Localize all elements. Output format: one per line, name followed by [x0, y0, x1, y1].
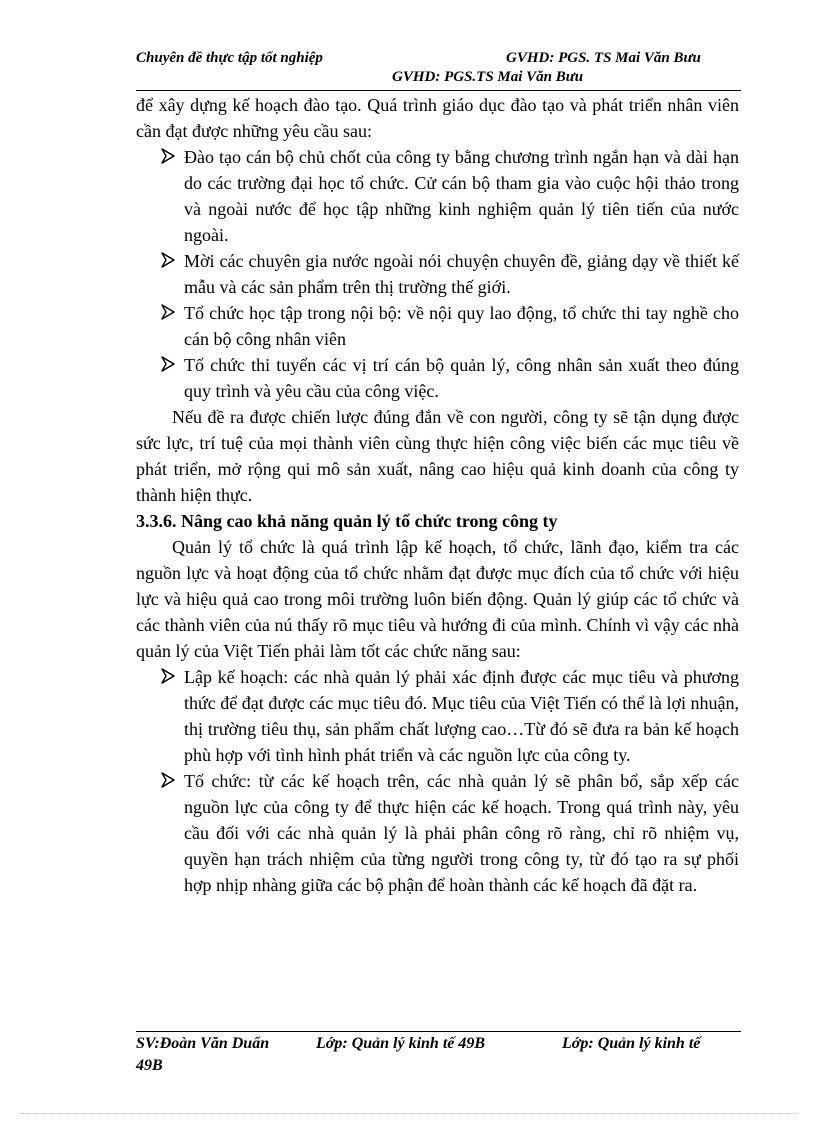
- list-item-text: Tổ chức thi tuyển các vị trí cán bộ quản lý, công nhân sản xuất theo đúng quy trình và yêu cầu của công việc.: [184, 355, 739, 401]
- header-rule: [136, 90, 741, 91]
- page-edge-dotted-line: [20, 1113, 796, 1114]
- arrow-bullet-icon: [160, 667, 176, 685]
- list-item: [136, 248, 739, 300]
- arrow-bullet-icon: [160, 303, 176, 321]
- footer-student: SV:Đoàn Văn Duẩn: [136, 1035, 270, 1052]
- arrow-bullet-icon: [160, 355, 176, 373]
- list-item: [136, 352, 739, 404]
- footer-class-continuation: 49B: [136, 1057, 163, 1074]
- footer-class-repeat: Lớp: Quản lý kinh tế: [562, 1035, 701, 1052]
- paragraph-strategy: Nếu đề ra được chiến lược đúng đắn về con người, công ty sẽ tận dụng được sức lực, trí tuệ của mọi thành viên cùng thực hiện công việc biến các mục tiêu về phát triển, mở rộng qui mô sản xuất, nâng cao hiệu quả kinh doanh của công ty thành hiện thực.: [136, 407, 739, 505]
- list-item: [136, 664, 739, 768]
- page-body: [136, 92, 739, 898]
- footer-rule: [136, 1031, 741, 1032]
- footer-class: Lớp: Quản lý kinh tế 49B: [316, 1035, 486, 1052]
- paragraph-intro: để xây dựng kế hoạch đào tạo. Quá trình giáo dục đào tạo và phát triển nhân viên cần đạt được những yêu cầu sau:: [136, 95, 739, 141]
- list-item-text: Mời các chuyên gia nước ngoài nói chuyện chuyên đề, giảng dạy về thiết kế mẫu và các sản phẩm trên thị trường thế giới.: [184, 251, 739, 297]
- arrow-bullet-icon: [160, 147, 176, 165]
- header-title: Chuyên đề thực tập tốt nghiệp: [136, 50, 323, 66]
- list-item: [136, 768, 739, 898]
- arrow-bullet-icon: [160, 251, 176, 269]
- header-supervisor-repeat: GVHD: PGS.TS Mai Văn Bưu: [392, 69, 584, 85]
- list-item-text: Lập kế hoạch: các nhà quản lý phải xác định được các mục tiêu và phương thức để đạt được các mục tiêu đó. Mục tiêu của Việt Tiến có thể là lợi nhuận, thị trường tiêu thụ, sản phẩm chất lượng cao…Từ đó sẽ đưa ra bản kế hoạch phù hợp với tình hình phát triển và các nguồn lực của công ty.: [184, 667, 739, 765]
- list-item: [136, 300, 739, 352]
- arrow-bullet-icon: [160, 771, 176, 789]
- list-item-text: Tổ chức: từ các kế hoạch trên, các nhà quản lý sẽ phân bổ, sắp xếp các nguồn lực của công ty để thực hiện các kế hoạch. Trong quá trình này, yêu cầu đối với các nhà quản lý là phải phân công rõ ràng, chỉ rõ nhiệm vụ, quyền hạn trách nhiệm của từng người trong công ty, từ đó tạo ra sự phối hợp nhịp nhàng giữa các bộ phận để hoàn thành các kế hoạch đã đặt ra.: [184, 771, 739, 895]
- header-supervisor: GVHD: PGS. TS Mai Văn Bưu: [506, 50, 701, 66]
- section-heading: 3.3.6. Nâng cao khả năng quản lý tổ chức trong công ty: [136, 511, 558, 531]
- list-item: [136, 144, 739, 248]
- list-item-text: Tổ chức học tập trong nội bộ: về nội quy lao động, tổ chức thi tay nghề cho cán bộ công nhân viên: [184, 303, 739, 349]
- paragraph-management: Quản lý tổ chức là quá trình lập kế hoạch, tổ chức, lãnh đạo, kiểm tra các nguồn lực và hoạt động của tổ chức nhằm đạt được mục đích của tổ chức với hiệu lực và hiệu quả cao trong môi trường luôn biến động. Quản lý giúp các tổ chức và các thành viên của nú thấy rõ mục tiêu và hướng đi của mình. Chính vì vậy các nhà quản lý của Việt Tiến phải làm tốt các chức năng sau:: [136, 537, 739, 661]
- list-item-text: Đào tạo cán bộ chủ chốt của công ty bằng chương trình ngắn hạn và dài hạn do các trường đại học tổ chức. Cử cán bộ tham gia vào cuộc hội thảo trong và ngoài nước để học tập những kinh nghiệm quản lý tiên tiến của nước ngoài.: [184, 147, 739, 245]
